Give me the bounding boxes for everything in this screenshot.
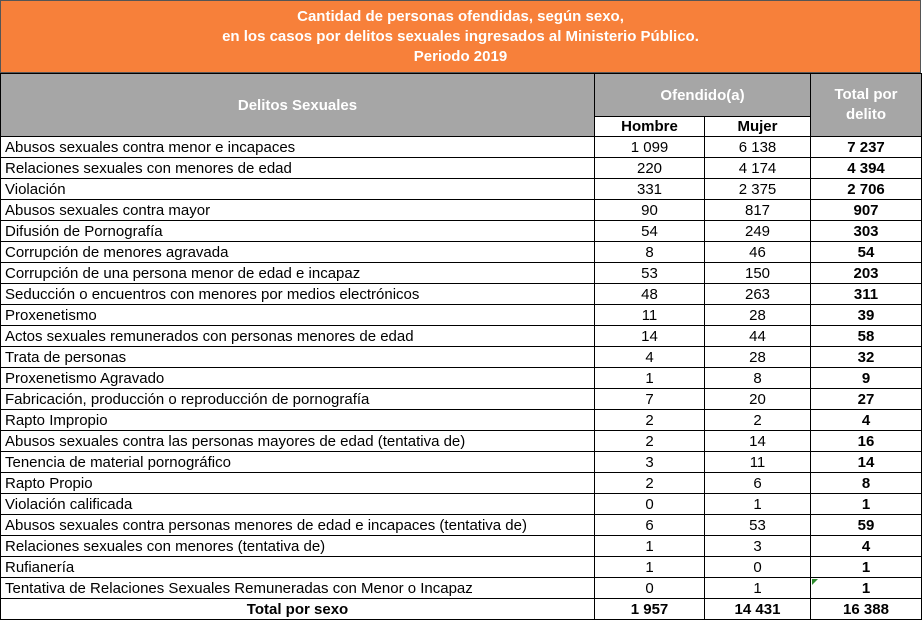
table-row bbox=[1, 284, 922, 305]
row-delito: Violación calificada bbox=[1, 494, 595, 515]
table-row bbox=[1, 578, 922, 599]
header-mujer: Mujer bbox=[705, 117, 811, 137]
row-hombre: 1 099 bbox=[595, 137, 705, 158]
row-total: 8 bbox=[811, 473, 922, 494]
row-mujer: 6 138 bbox=[705, 137, 811, 158]
row-mujer: 28 bbox=[705, 347, 811, 368]
row-mujer: 44 bbox=[705, 326, 811, 347]
row-mujer: 6 bbox=[705, 473, 811, 494]
row-total: 14 bbox=[811, 452, 922, 473]
row-mujer: 4 174 bbox=[705, 158, 811, 179]
table-row bbox=[1, 410, 922, 431]
header-ofendido: Ofendido(a) bbox=[595, 74, 811, 117]
table-row bbox=[1, 221, 922, 242]
row-total: 303 bbox=[811, 221, 922, 242]
comment-indicator-icon bbox=[812, 579, 818, 585]
row-mujer: 2 375 bbox=[705, 179, 811, 200]
table-row bbox=[1, 515, 922, 536]
delitos-table bbox=[0, 73, 922, 620]
table-row bbox=[1, 263, 922, 284]
row-total: 58 bbox=[811, 326, 922, 347]
row-hombre: 0 bbox=[595, 578, 705, 599]
table-row bbox=[1, 368, 922, 389]
table-row bbox=[1, 536, 922, 557]
row-hombre: 14 bbox=[595, 326, 705, 347]
table-row bbox=[1, 179, 922, 200]
table-title bbox=[0, 0, 921, 73]
row-mujer: 14 bbox=[705, 431, 811, 452]
row-delito: Proxenetismo Agravado bbox=[1, 368, 595, 389]
row-total: 1 bbox=[811, 557, 922, 578]
row-hombre: 8 bbox=[595, 242, 705, 263]
row-total: 39 bbox=[811, 305, 922, 326]
table-body bbox=[1, 137, 922, 599]
row-mujer: 263 bbox=[705, 284, 811, 305]
row-delito: Abusos sexuales contra personas menores de edad e incapaces (tentativa de) bbox=[1, 515, 595, 536]
row-total: 311 bbox=[811, 284, 922, 305]
title-line-1: Cantidad de personas ofendidas, según sexo, bbox=[297, 7, 624, 25]
row-total: 7 237 bbox=[811, 137, 922, 158]
total-hombre: 1 957 bbox=[595, 599, 705, 620]
table-row bbox=[1, 557, 922, 578]
row-total: 9 bbox=[811, 368, 922, 389]
header-delitos: Delitos Sexuales bbox=[1, 74, 595, 137]
row-total: 32 bbox=[811, 347, 922, 368]
row-hombre: 1 bbox=[595, 536, 705, 557]
row-total: 4 bbox=[811, 410, 922, 431]
header-hombre: Hombre bbox=[595, 117, 705, 137]
title-line-2: en los casos por delitos sexuales ingresados al Ministerio Público. bbox=[222, 27, 699, 45]
table-row bbox=[1, 158, 922, 179]
total-row bbox=[1, 599, 922, 620]
row-total: 59 bbox=[811, 515, 922, 536]
row-total: 4 394 bbox=[811, 158, 922, 179]
row-hombre: 90 bbox=[595, 200, 705, 221]
row-delito: Abusos sexuales contra mayor bbox=[1, 200, 595, 221]
row-total: 1 bbox=[811, 494, 922, 515]
title-line-3: Periodo 2019 bbox=[413, 47, 508, 65]
row-hombre: 331 bbox=[595, 179, 705, 200]
row-delito: Relaciones sexuales con menores (tentativa de) bbox=[1, 536, 595, 557]
row-hombre: 53 bbox=[595, 263, 705, 284]
row-hombre: 7 bbox=[595, 389, 705, 410]
row-total: 27 bbox=[811, 389, 922, 410]
table-row bbox=[1, 431, 922, 452]
header-total: Total por delito bbox=[811, 74, 922, 137]
row-mujer: 46 bbox=[705, 242, 811, 263]
row-total: 2 706 bbox=[811, 179, 922, 200]
table-row bbox=[1, 494, 922, 515]
row-mujer: 28 bbox=[705, 305, 811, 326]
row-mujer: 20 bbox=[705, 389, 811, 410]
row-delito: Corrupción de menores agravada bbox=[1, 242, 595, 263]
row-hombre: 6 bbox=[595, 515, 705, 536]
table-row bbox=[1, 137, 922, 158]
row-total: 54 bbox=[811, 242, 922, 263]
table-row bbox=[1, 326, 922, 347]
row-delito: Violación bbox=[1, 179, 595, 200]
row-hombre: 11 bbox=[595, 305, 705, 326]
row-total: 907 bbox=[811, 200, 922, 221]
row-hombre: 2 bbox=[595, 473, 705, 494]
row-mujer: 11 bbox=[705, 452, 811, 473]
table-row bbox=[1, 305, 922, 326]
table-row bbox=[1, 347, 922, 368]
row-mujer: 53 bbox=[705, 515, 811, 536]
row-mujer: 2 bbox=[705, 410, 811, 431]
row-hombre: 2 bbox=[595, 410, 705, 431]
row-delito: Rufianería bbox=[1, 557, 595, 578]
total-label: Total por sexo bbox=[1, 599, 595, 620]
row-delito: Relaciones sexuales con menores de edad bbox=[1, 158, 595, 179]
row-delito: Trata de personas bbox=[1, 347, 595, 368]
row-total: 16 bbox=[811, 431, 922, 452]
row-delito: Seducción o encuentros con menores por medios electrónicos bbox=[1, 284, 595, 305]
row-hombre: 54 bbox=[595, 221, 705, 242]
row-mujer: 1 bbox=[705, 578, 811, 599]
row-hombre: 1 bbox=[595, 368, 705, 389]
table-row bbox=[1, 473, 922, 494]
row-mujer: 249 bbox=[705, 221, 811, 242]
row-hombre: 220 bbox=[595, 158, 705, 179]
row-mujer: 8 bbox=[705, 368, 811, 389]
row-hombre: 0 bbox=[595, 494, 705, 515]
row-delito: Abusos sexuales contra las personas mayores de edad (tentativa de) bbox=[1, 431, 595, 452]
row-delito: Tenencia de material pornográfico bbox=[1, 452, 595, 473]
row-total: 203 bbox=[811, 263, 922, 284]
row-hombre: 3 bbox=[595, 452, 705, 473]
row-mujer: 150 bbox=[705, 263, 811, 284]
total-general: 16 388 bbox=[811, 599, 922, 620]
row-hombre: 2 bbox=[595, 431, 705, 452]
row-delito: Rapto Propio bbox=[1, 473, 595, 494]
row-delito: Fabricación, producción o reproducción de pornografía bbox=[1, 389, 595, 410]
row-mujer: 3 bbox=[705, 536, 811, 557]
row-delito: Corrupción de una persona menor de edad e incapaz bbox=[1, 263, 595, 284]
row-delito: Tentativa de Relaciones Sexuales Remuneradas con Menor o Incapaz bbox=[1, 578, 595, 599]
row-hombre: 48 bbox=[595, 284, 705, 305]
table-row bbox=[1, 242, 922, 263]
row-total: 4 bbox=[811, 536, 922, 557]
row-mujer: 1 bbox=[705, 494, 811, 515]
row-delito: Actos sexuales remunerados con personas menores de edad bbox=[1, 326, 595, 347]
total-mujer: 14 431 bbox=[705, 599, 811, 620]
table-row bbox=[1, 389, 922, 410]
row-mujer: 0 bbox=[705, 557, 811, 578]
row-hombre: 1 bbox=[595, 557, 705, 578]
row-mujer: 817 bbox=[705, 200, 811, 221]
row-delito: Rapto Impropio bbox=[1, 410, 595, 431]
table-row bbox=[1, 452, 922, 473]
row-delito: Proxenetismo bbox=[1, 305, 595, 326]
row-total: 1 bbox=[811, 578, 922, 599]
row-delito: Difusión de Pornografía bbox=[1, 221, 595, 242]
table-row bbox=[1, 200, 922, 221]
row-delito: Abusos sexuales contra menor e incapaces bbox=[1, 137, 595, 158]
row-hombre: 4 bbox=[595, 347, 705, 368]
